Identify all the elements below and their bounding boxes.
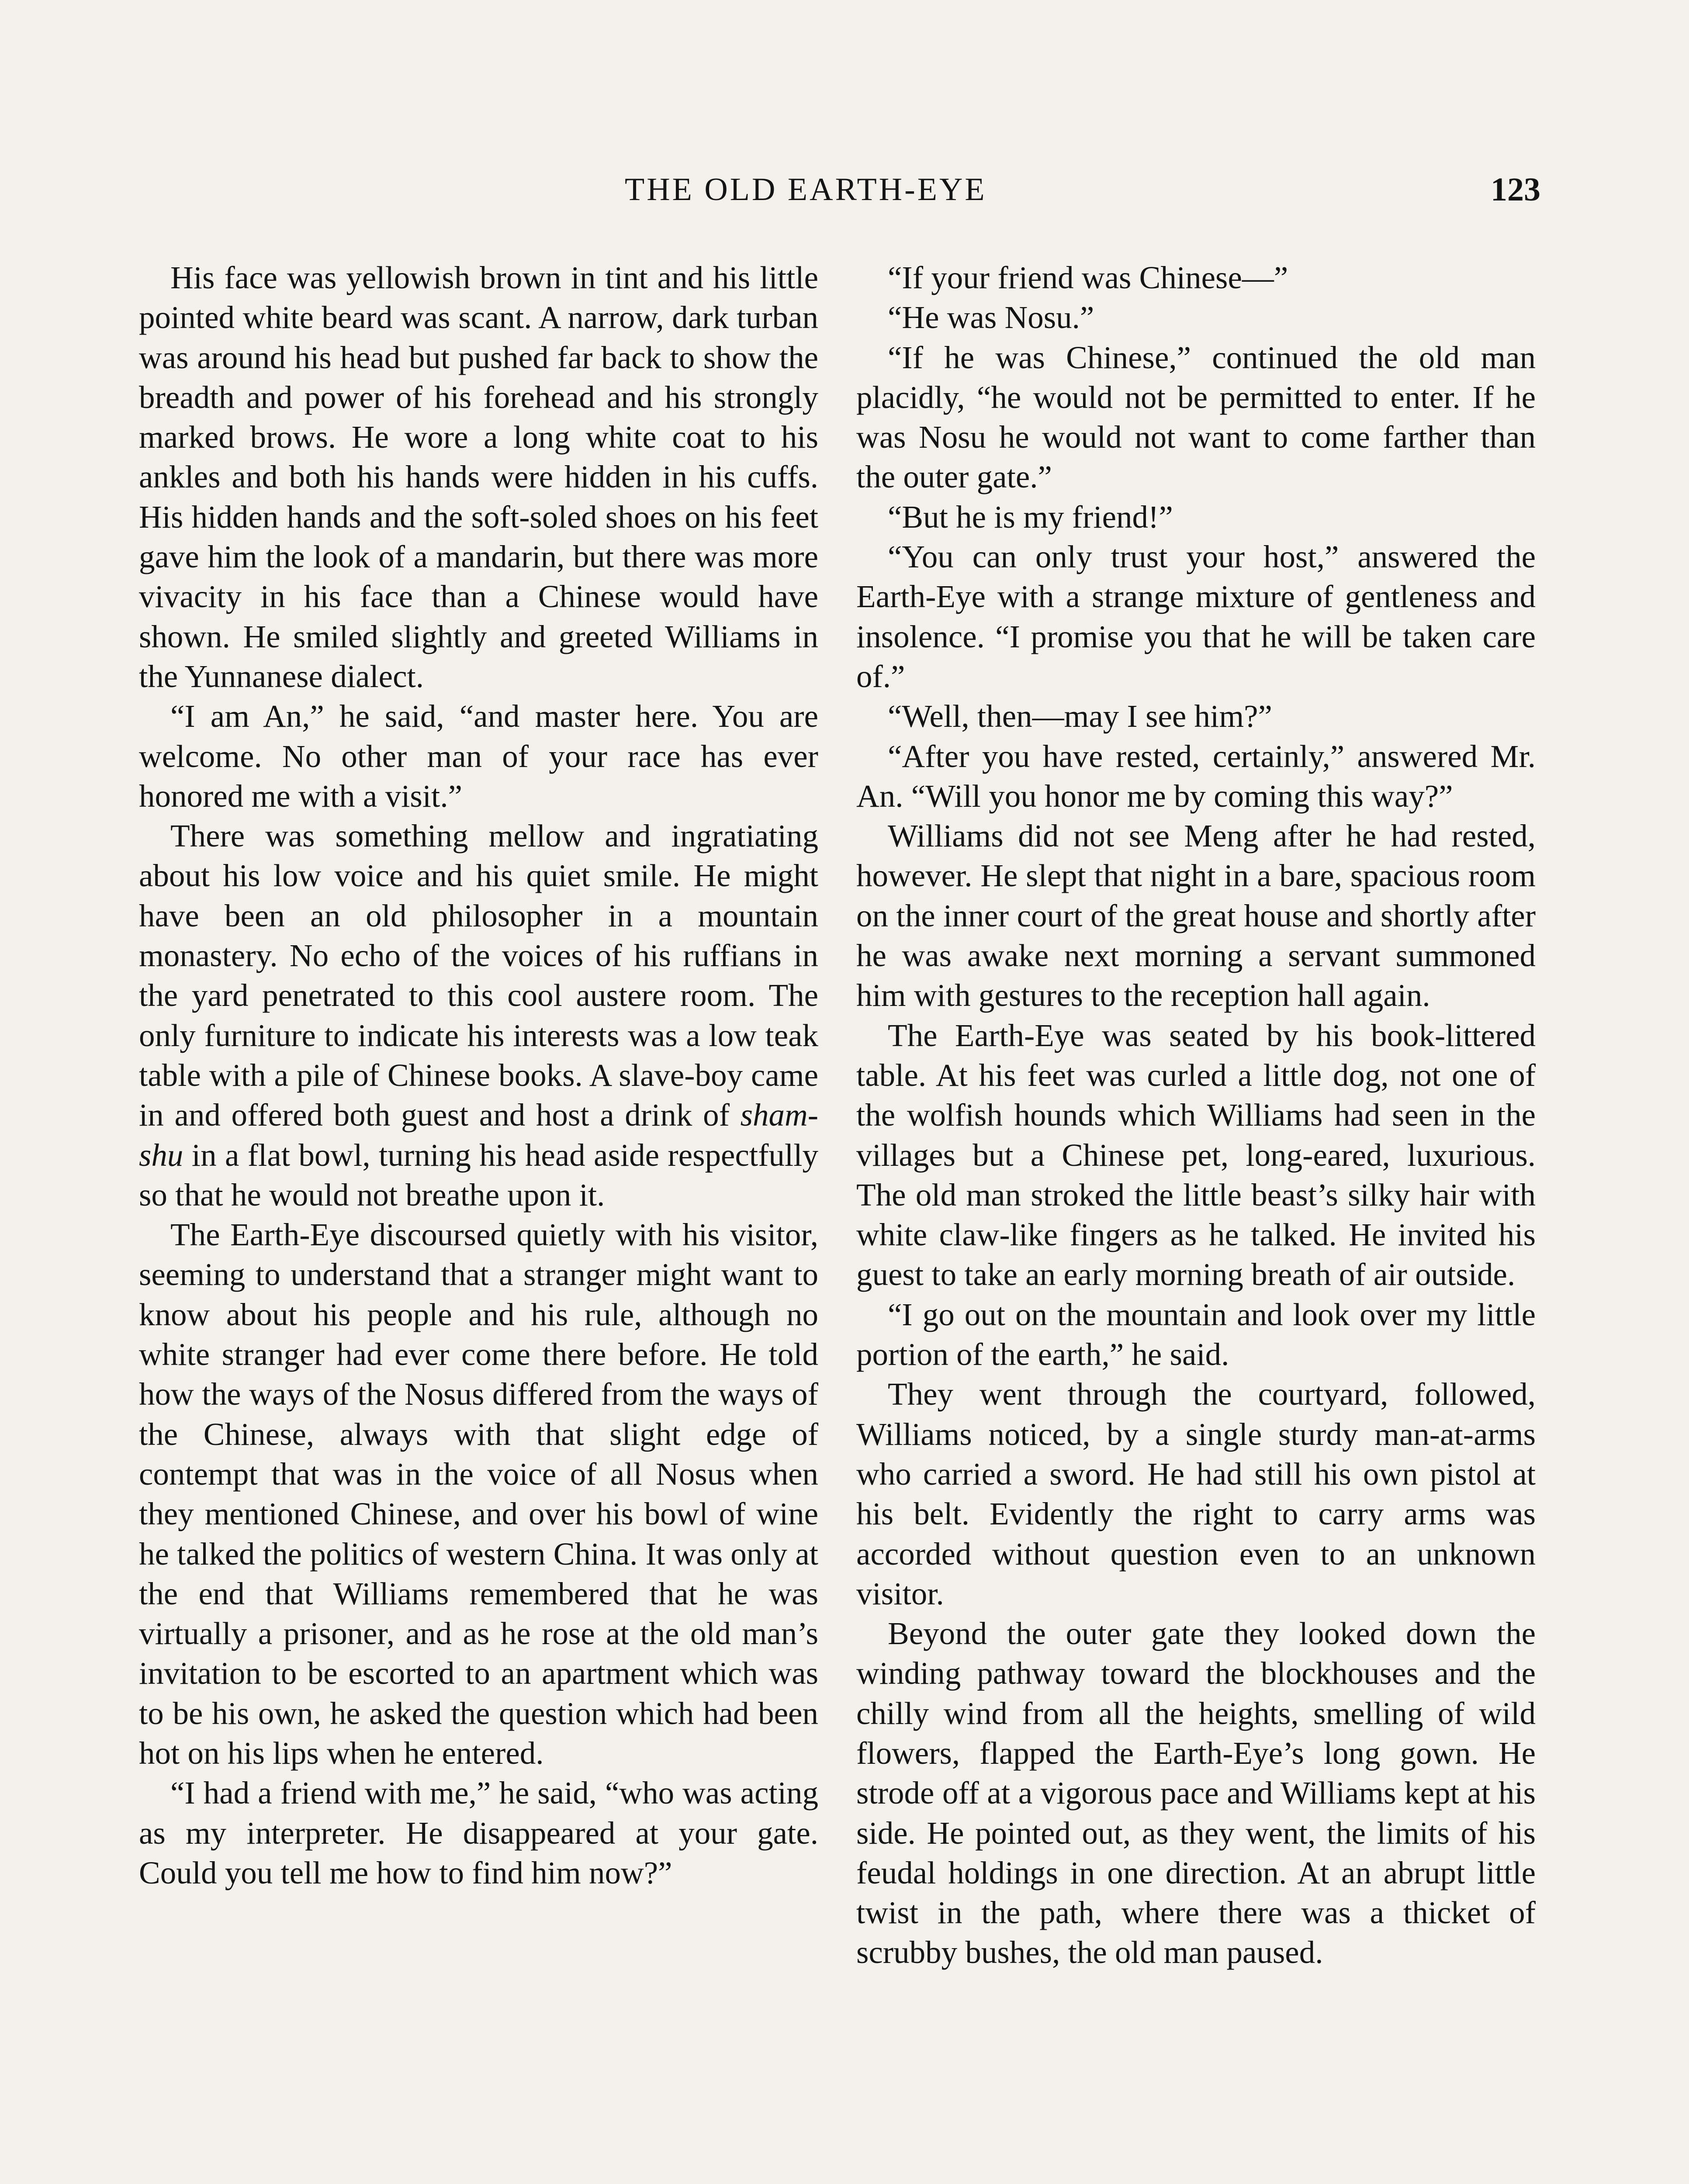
- paragraph: Williams did not see Meng after he had rested, however. He slept that night in a bare, spacious room on the inner court of the great house and shortly after he was awake next morning a servant summoned him with gestures to the reception hall again.: [856, 818, 1536, 1013]
- paragraph: “He was Nosu.”: [888, 300, 1094, 335]
- paragraph: They went through the courtyard, followed, Williams noticed, by a single sturdy man-at-arms who carried a sword. He had still his own pistol at his belt. Evidently the right to carry arms was accorded without question even to an unknown visitor.: [856, 1376, 1536, 1611]
- paragraph: “You can only trust your host,” answered the Earth-Eye with a strange mixture of gentleness and insolence. “I promise you that he will be taken care of.”: [856, 539, 1536, 694]
- paragraph-text: There was something mellow and ingratiating about his low voice and his quiet smile. He might have been an old philosopher in a mountain monastery. No echo of the voices of his ruffians in the yard penetrated to this cool austere room. The only furniture to indicate his interests was a low teak table with a pile of Chinese books. A slave-boy came in and offered both guest and host a drink of: [139, 818, 818, 1133]
- paragraph: “I go out on the mountain and look over my little portion of the earth,” he said.: [856, 1296, 1536, 1372]
- paragraph: Beyond the outer gate they looked down the winding pathway toward the blockhouses and the chilly wind from all the heights, smelling of wild flowers, flapped the Earth-Eye’s long gown. He strode off at a vigorous pace and Williams kept at his side. He pointed out, as they went, the limits of his feudal holdings in one direction. At an abrupt little twist in the path, where there was a thicket of scrubby bushes, the old man paused.: [856, 1616, 1536, 1970]
- italic-term: sham-shu: [139, 1097, 818, 1173]
- paragraph: “Well, then—may I see him?”: [888, 698, 1272, 734]
- paragraph: “I am An,” he said, “and master here. You are welcome. No other man of your race has ever honored me with a visit.”: [139, 698, 818, 814]
- running-head: THE OLD EARTH-EYE: [625, 172, 987, 207]
- paragraph: “After you have rested, certainly,” answered Mr. An. “Will you honor me by coming this way?”: [856, 738, 1536, 814]
- paragraph: [139, 816, 818, 1215]
- paragraph-text: in a flat bowl, turning his head aside respectfully so that he would not breathe upon it.: [139, 1137, 818, 1213]
- paragraph: The Earth-Eye was seated by his book-littered table. At his feet was curled a little dog, not one of the wolfish hounds which Williams had seen in the villages but a Chinese pet, long-eared, luxurious. The old man stroked the little beast’s silky hair with white claw-like fingers as he talked. He invited his guest to take an early morning breath of air outside.: [856, 1017, 1536, 1292]
- paragraph: “If your friend was Chinese—”: [888, 260, 1288, 295]
- paragraph: “I had a friend with me,” he said, “who was acting as my interpreter. He disappeared at your gate. Could you tell me how to find him now?”: [139, 1775, 818, 1890]
- paragraph: His face was yellowish brown in tint and his little pointed white beard was scant. A narrow, dark turban was around his head but pushed far back to show the breadth and power of his forehead and his strongly marked brows. He wore a long white coat to his ankles and both his hands were hidden in his cuffs. His hidden hands and the soft-soled shoes on his feet gave him the look of a mandarin, but there was more vivacity in his face than a Chinese would have shown. He smiled slightly and greeted Williams in the Yunnanese dialect.: [139, 260, 818, 694]
- left-text-column: [139, 258, 818, 1893]
- paragraph: “If he was Chinese,” continued the old man placidly, “he would not be permitted to enter. If he was Nosu he would not want to come farther than the outer gate.”: [856, 339, 1536, 495]
- paragraph: “But he is my friend!”: [888, 499, 1173, 535]
- page-number: 123: [1491, 171, 1540, 208]
- paragraph: The Earth-Eye discoursed quietly with his visitor, seeming to understand that a stranger might want to know about his people and his rule, although no white stranger had ever come there before. He told how the ways of the Nosus differed from the ways of the Chinese, always with that slight edge of contempt that was in the voice of all Nosus when they mentioned Chinese, and over his bowl of wine he talked the politics of western China. It was only at the end that Williams remembered that he was virtually a prisoner, and as he rose at the old man’s invitation to be escorted to an apartment which was to be his own, he asked the question which had been hot on his lips when he entered.: [139, 1217, 818, 1771]
- right-text-column: [856, 258, 1536, 1973]
